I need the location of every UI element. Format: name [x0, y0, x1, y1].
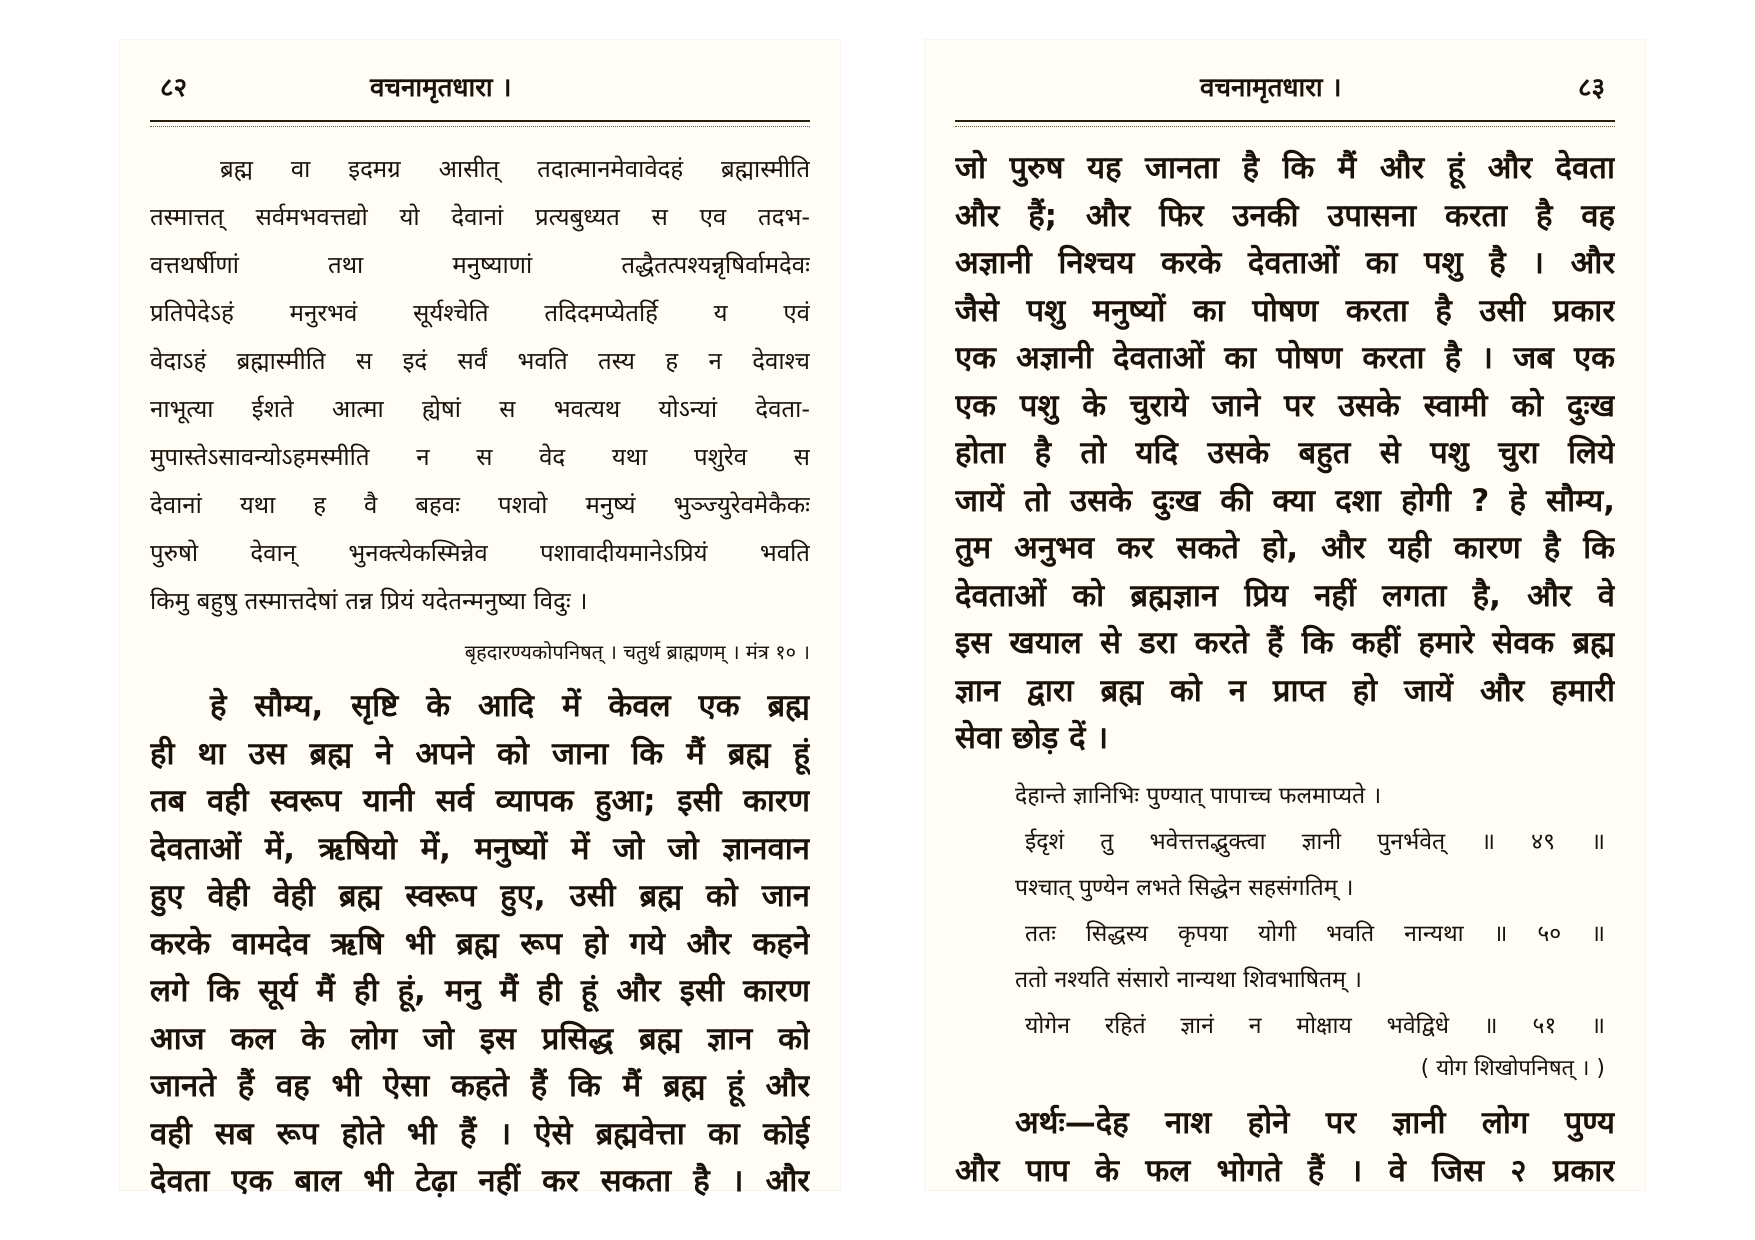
paragraph-line: सेवा छोड़ दें ।: [955, 720, 1109, 756]
right-page: [925, 40, 1645, 1190]
hindi-paragraph: [150, 683, 810, 1206]
verse-line: देवानां यथा ह वै बहवः पशवो मनुष्यं भुञ्ज्युरेवमेकैकः: [150, 491, 810, 519]
shloka-block: [1015, 773, 1615, 1049]
paragraph-line: वही सब रूप होते भी हैं । ऐसे ब्रह्मवेत्ता का कोई: [150, 1115, 810, 1152]
verse-line: तस्मात्तत् सर्वमभवत्तद्यो यो देवानां प्रत्यबुध्यत स एव तदभ-: [150, 203, 810, 231]
paragraph-line: और हैं; और फिर उनकी उपासना करता है वह: [955, 197, 1615, 234]
running-title: वचनामृतधारा ।: [370, 73, 512, 103]
paragraph-line: जायें तो उसके दुःख की क्या दशा होगी ? हे सौम्य,: [955, 482, 1615, 519]
paragraph-line: देवता एक बाल भी टेढ़ा नहीं कर सकता है । और: [150, 1163, 810, 1199]
paragraph-line: एक पशु के चुराये जाने पर उसके स्वामी को दुःख: [955, 387, 1615, 424]
source-citation: ( योग शिखोपनिषत् । ): [1420, 1055, 1605, 1081]
page-body: [955, 145, 1615, 1195]
paragraph-line: अर्थः—देह नाश होने पर ज्ञानी लोग पुण्य: [1015, 1104, 1615, 1141]
verse-line: ब्रह्म वा इदमग्र आसीत् तदात्मानमेवावेदहं ब्रह्मास्मीति: [220, 155, 810, 183]
paragraph-line: एक अज्ञानी देवताओं का पोषण करता है । जब एक: [955, 340, 1615, 376]
verse-line: पुरुषो देवान् भुनक्त्येकस्मिन्नेव पशावादीयमानेऽप्रियं भवति: [150, 539, 810, 567]
paragraph-line: और पाप के फल भोगते हैं । वे जिस २ प्रकार: [955, 1152, 1615, 1189]
paragraph-line: लगे कि सूर्य मैं ही हूं, मनु मैं ही हूं और इसी कारण: [150, 973, 810, 1009]
page-number: ८२: [160, 73, 188, 103]
paragraph-line: ही था उस ब्रह्म ने अपने को जाना कि मैं ब्रह्म हूं: [150, 735, 810, 772]
paragraph-line: करके वामदेव ऋषि भी ब्रह्म रूप हो गये और कहने: [150, 925, 810, 962]
paragraph-line: हुए वेही वेही ब्रह्म स्वरूप हुए, उसी ब्रह्म को जान: [150, 878, 810, 914]
paragraph-line: जो पुरुष यह जानता है कि मैं और हूं और देवता: [955, 150, 1615, 186]
shloka-line: ईदृशं तु भवेत्तत्तद्भुक्त्वा ज्ञानी पुनर्भवेत् ॥ ४९ ॥: [1025, 828, 1605, 855]
header-rule: [955, 120, 1615, 122]
left-page: [120, 40, 840, 1199]
page-body: [150, 145, 810, 1206]
paragraph-line: हे सौम्य, सृष्टि के आदि में केवल एक ब्रह्म: [210, 688, 810, 724]
paragraph-line: जैसे पशु मनुष्यों का पोषण करता है उसी प्रकार: [955, 292, 1615, 329]
verse-line: मुपास्तेऽसावन्योऽहमस्मीति न स वेद यथा पशुरेव स: [150, 443, 810, 471]
hindi-paragraph: [955, 145, 1615, 763]
paragraph-line: होता है तो यदि उसके बहुत से पशु चुरा लिये: [955, 435, 1615, 471]
paragraph-line: तब वही स्वरूप यानी सर्व व्यापक हुआ; इसी कारण: [150, 783, 810, 819]
running-head: [955, 58, 1615, 114]
shloka-line: ततः सिद्धस्य कृपया योगी भवति नान्यथा ॥ ५० ॥: [1025, 920, 1605, 947]
verse-line: वेदाऽहं ब्रह्मास्मीति स इदं सर्वं भवति तस्य ह न देवाश्च: [150, 347, 810, 375]
paragraph-line: जानते हैं वह भी ऐसा कहते हैं कि मैं ब्रह्म हूं और: [150, 1068, 810, 1104]
verse-line: प्रतिपेदेऽहं मनुरभवं सूर्यश्चेति तदिदमप्येतर्हि य एवं: [150, 299, 810, 327]
sanskrit-passage: [150, 145, 810, 625]
paragraph-line: देवताओं में, ऋषियो में, मनुष्यों में जो जो ज्ञानवान: [150, 830, 810, 867]
shloka-line: योगेन रहितं ज्ञानं न मोक्षाय भवेद्विधे ॥ ५१ ॥: [1025, 1012, 1605, 1039]
paragraph-line: आज कल के लोग जो इस प्रसिद्ध ब्रह्म ज्ञान को: [150, 1020, 810, 1057]
paragraph-line: ज्ञान द्वारा ब्रह्म को न प्राप्त हो जायें और हमारी: [955, 672, 1615, 709]
meaning-paragraph: [955, 1099, 1615, 1195]
paragraph-line: इस खयाल से डरा करते हैं कि कहीं हमारे सेवक ब्रह्म: [955, 625, 1615, 661]
shloka-line: ततो नश्यति संसारो नान्यथा शिवभाषितम् ।: [1015, 966, 1362, 993]
paragraph-line: देवताओं को ब्रह्मज्ञान प्रिय नहीं लगता है, और वे: [955, 577, 1615, 614]
verse-line: किमु बहुषु तस्मात्तदेषां तन्न प्रियं यदेतन्मनुष्या विदुः ।: [150, 587, 588, 615]
shloka-line: देहान्ते ज्ञानिभिः पुण्यात् पापाच्च फलमाप्यते ।: [1015, 782, 1382, 809]
running-head: [150, 58, 810, 114]
verse-line: नाभूत्या ईशते आत्मा ह्येषां स भवत्यथ योऽन्यां देवता-: [150, 395, 810, 423]
header-rule: [150, 120, 810, 122]
running-title: वचनामृतधारा ।: [1200, 73, 1342, 103]
verse-line: वत्तथर्षीणां तथा मनुष्याणां तद्धैतत्पश्यन्नृषिर्वामदेवः: [150, 251, 810, 279]
paragraph-line: अज्ञानी निश्चय करके देवताओं का पशु है । और: [955, 245, 1615, 281]
page-number: ८३: [1577, 73, 1605, 103]
source-citation: बृहदारण्यकोपनिषत् । चतुर्थ ब्राह्मणम् । मंत्र १० ।: [464, 640, 810, 664]
paragraph-line: तुम अनुभव कर सकते हो, और यही कारण है कि: [955, 530, 1615, 566]
shloka-line: पश्चात् पुण्येन लभते सिद्धेन सहसंगतिम् ।: [1015, 874, 1354, 901]
